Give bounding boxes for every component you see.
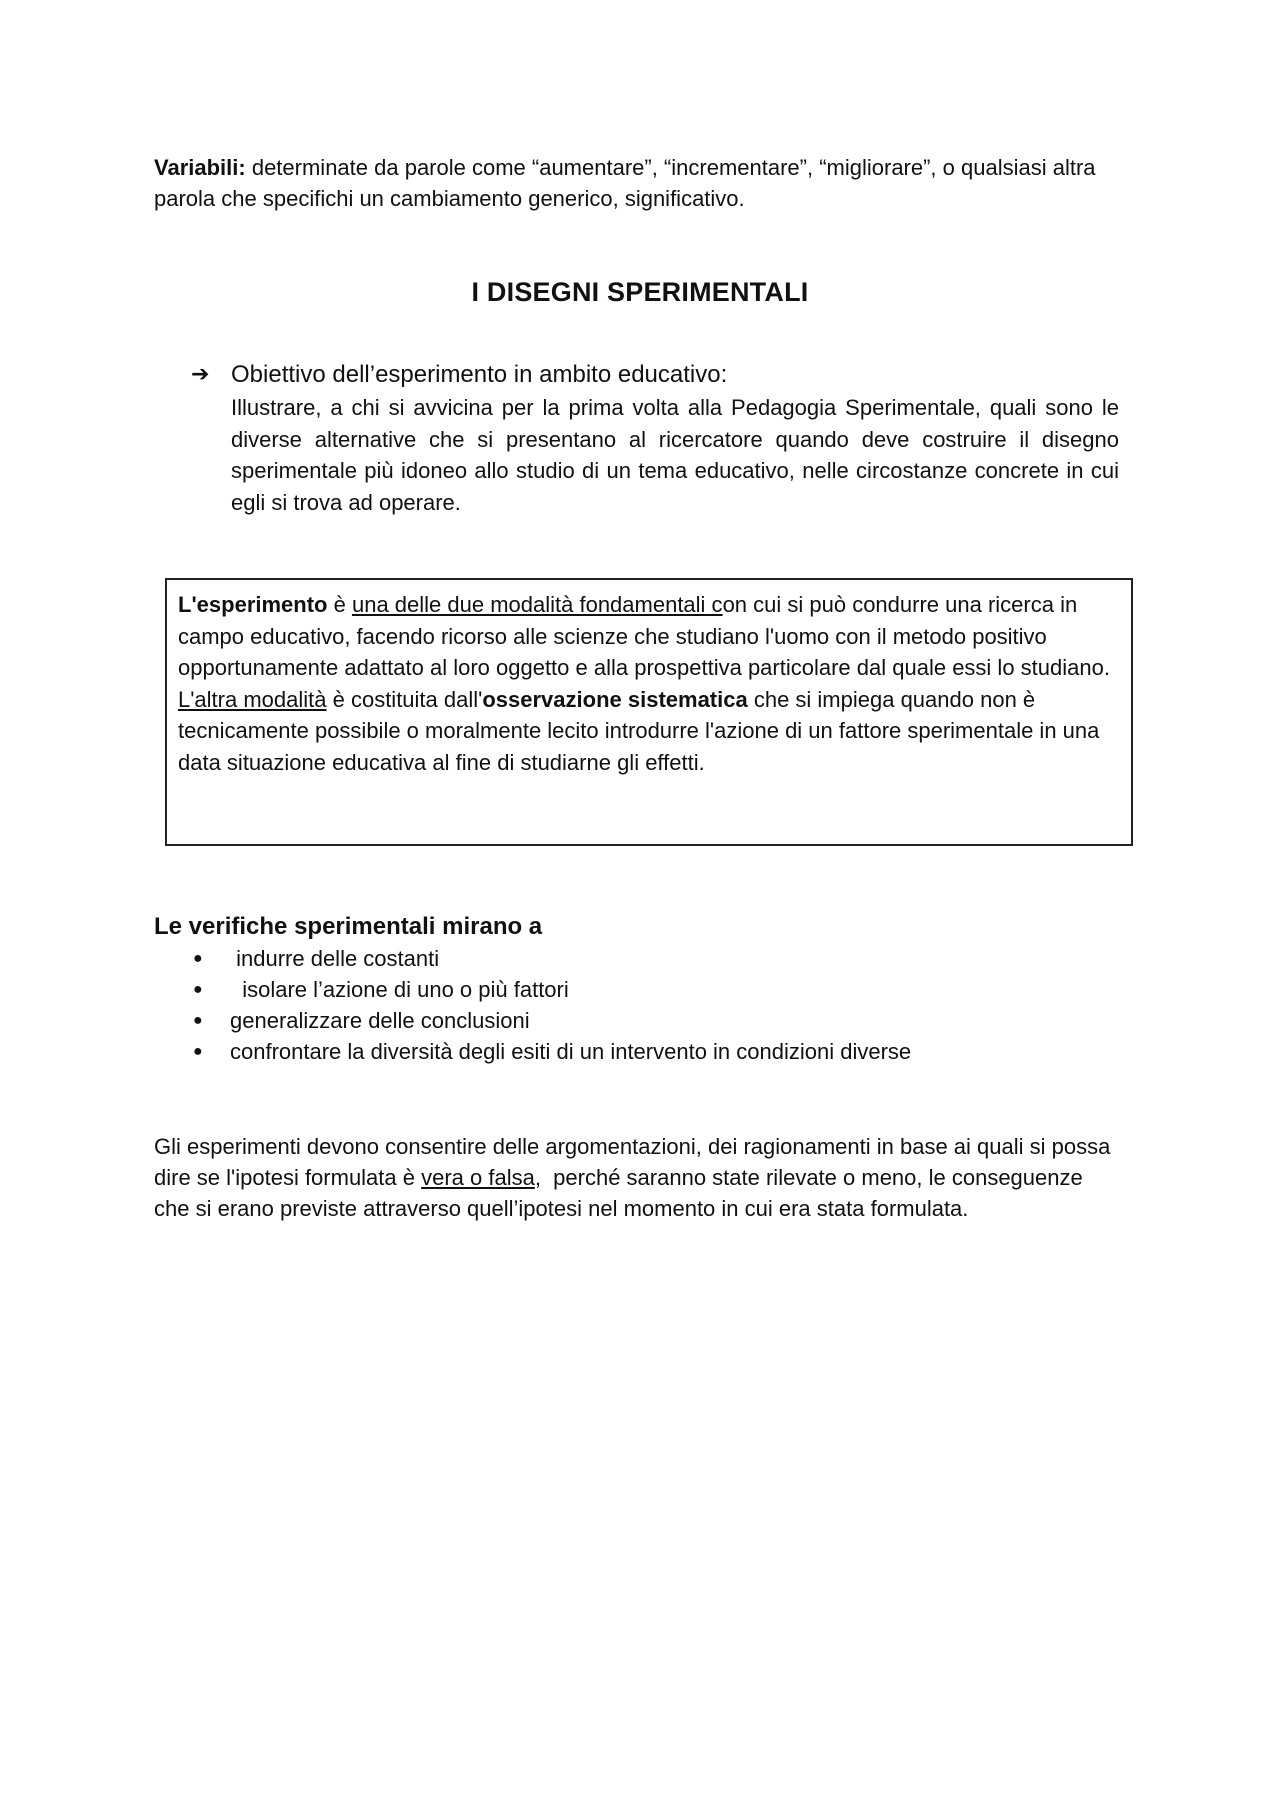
list-item (154, 943, 1054, 974)
list-item (154, 1005, 1054, 1036)
verifiche-list (154, 943, 1054, 1067)
other-modality-rest: che si impiega quando non è tecnicamente possibile o moralmente lecito introdurre l'azione di un fattore sperimentale in una data situazione educativa al fine di studiarne gli effetti. (178, 686, 1100, 775)
list-item-text: generalizzare delle conclusioni (230, 1008, 530, 1033)
other-modality-mid: è costituita dall' (326, 686, 483, 712)
conclusion-after: , perché saranno state rilevate o meno, le conseguenze che si erano previste attraverso quell’ipotesi nel momento in cui era stata formulata. (154, 1165, 1089, 1221)
variabili-paragraph (154, 152, 1124, 214)
list-item (154, 974, 1054, 1005)
section-heading: I DISEGNI SPERIMENTALI (471, 277, 809, 307)
definition-term: L'esperimento (178, 592, 328, 617)
definition-verb: è (327, 592, 352, 617)
objective-title: Obiettivo dell’esperimento in ambito educativo: (231, 361, 728, 388)
list-item-text: indurre delle costanti (230, 946, 440, 971)
definition-text (178, 589, 1124, 778)
definition-rest: on cui si può condurre una ricerca in campo educativo, facendo ricorso alle scienze che studiano l'uomo con il metodo positivo opportunamente adattato al loro oggetto e alla prospettiva particolare dal quale essi lo studiano. (178, 592, 1110, 680)
conclusion-paragraph (154, 1131, 1124, 1224)
objective-body: Illustrare, a chi si avvicina per la prima volta alla Pedagogia Sperimentale, quali sono le diverse alternative che si presentano al ricercatore quando deve costruire il disegno sperimentale più idoneo allo studio di un tema educativo, nelle circostanze concrete in cui egli si trova ad operare. (231, 395, 1119, 515)
variabili-label: Variabili: (154, 155, 246, 180)
bullet-icon: ● (193, 981, 203, 998)
verifiche-title: Le verifiche sperimentali mirano a (154, 913, 543, 940)
definition-underlined: una delle due modalità fondamentali c (351, 592, 723, 617)
conclusion-before: Gli esperimenti devono consentire delle argomentazioni, dei ragionamenti in base ai quali si possa dire se l'ipotesi formulata è (154, 1134, 1111, 1190)
bullet-icon: ● (193, 1043, 203, 1060)
bullet-icon: ● (193, 950, 203, 967)
list-item (154, 1036, 1054, 1067)
other-modality-bold: osservazione sistematica (482, 686, 748, 712)
other-modality-underlined: L'altra modalità (178, 686, 327, 712)
conclusion-underlined: vera o falsa (421, 1165, 535, 1190)
variabili-text: determinate da parole come “aumentare”, “incrementare”, “migliorare”, o qualsiasi altra parola che specifichi un cambiamento generico, significativo. (154, 155, 1096, 211)
bullet-icon: ● (193, 1012, 203, 1029)
arrow-right-icon: ➔ (191, 362, 210, 387)
definition-box (165, 578, 1133, 846)
list-item-text: confrontare la diversità degli esiti di un intervento in condizioni diverse (230, 1039, 912, 1064)
list-item-text: isolare l’azione di uno o più fattori (230, 977, 569, 1002)
